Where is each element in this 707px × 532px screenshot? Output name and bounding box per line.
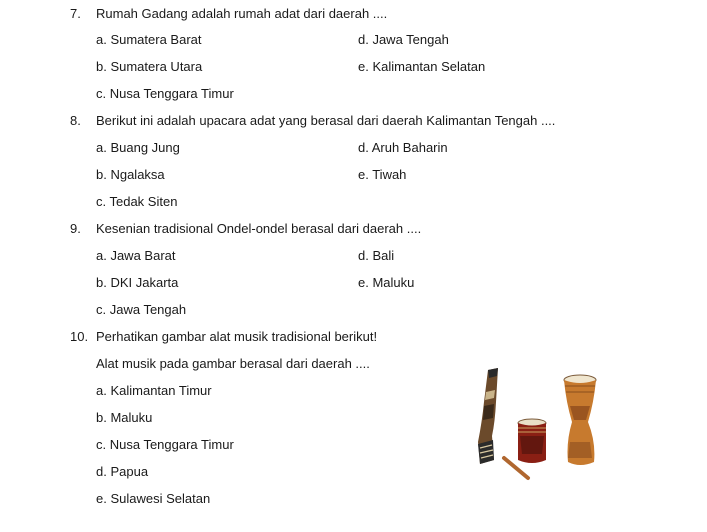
question-10-option-c: c. Nusa Tenggara Timur: [96, 437, 234, 452]
question-10-prompt: Alat musik pada gambar berasal dari daerah ....: [96, 356, 370, 371]
question-10-text: Perhatikan gambar alat musik tradisional berikut!: [96, 329, 378, 344]
question-7-option-c: c. Nusa Tenggara Timur: [96, 86, 234, 101]
question-9-text: Kesenian tradisional Ondel-ondel berasal dari daerah ....: [96, 221, 422, 236]
traditional-drums-illustration: [462, 362, 612, 484]
question-10-option-d: d. Papua: [96, 464, 149, 479]
question-7-option-e: e. Kalimantan Selatan: [358, 59, 486, 74]
question-8-option-d: d. Aruh Baharin: [358, 140, 448, 155]
question-10-number: 10.: [70, 329, 89, 344]
small-red-drum-icon: [518, 419, 546, 463]
question-7-number: 7.: [70, 6, 81, 21]
question-7-text: Rumah Gadang adalah rumah adat dari daerah ....: [96, 6, 388, 21]
question-9-option-b: b. DKI Jakarta: [96, 275, 179, 290]
question-7-option-d: d. Jawa Tengah: [358, 32, 449, 47]
question-8-text: Berikut ini adalah upacara adat yang berasal dari daerah Kalimantan Tengah ....: [96, 113, 556, 128]
tall-slim-drum-icon: [478, 368, 498, 464]
question-9-option-c: c. Jawa Tengah: [96, 302, 187, 317]
question-9-option-a: a. Jawa Barat: [96, 248, 176, 263]
question-7-option-b: b. Sumatera Utara: [96, 59, 203, 74]
question-10-option-e: e. Sulawesi Selatan: [96, 491, 211, 506]
question-7-option-a: a. Sumatera Barat: [96, 32, 202, 47]
question-10-option-b: b. Maluku: [96, 410, 153, 425]
question-8-option-a: a. Buang Jung: [96, 140, 180, 155]
question-8-option-c: c. Tedak Siten: [96, 194, 178, 209]
tall-hourglass-drum-icon: [564, 375, 596, 465]
question-8-option-b: b. Ngalaksa: [96, 167, 165, 182]
question-8-option-e: e. Tiwah: [358, 167, 407, 182]
question-9-number: 9.: [70, 221, 81, 236]
question-9-option-e: e. Maluku: [358, 275, 415, 290]
question-9-option-d: d. Bali: [358, 248, 395, 263]
question-8-number: 8.: [70, 113, 81, 128]
question-10-option-a: a. Kalimantan Timur: [96, 383, 212, 398]
